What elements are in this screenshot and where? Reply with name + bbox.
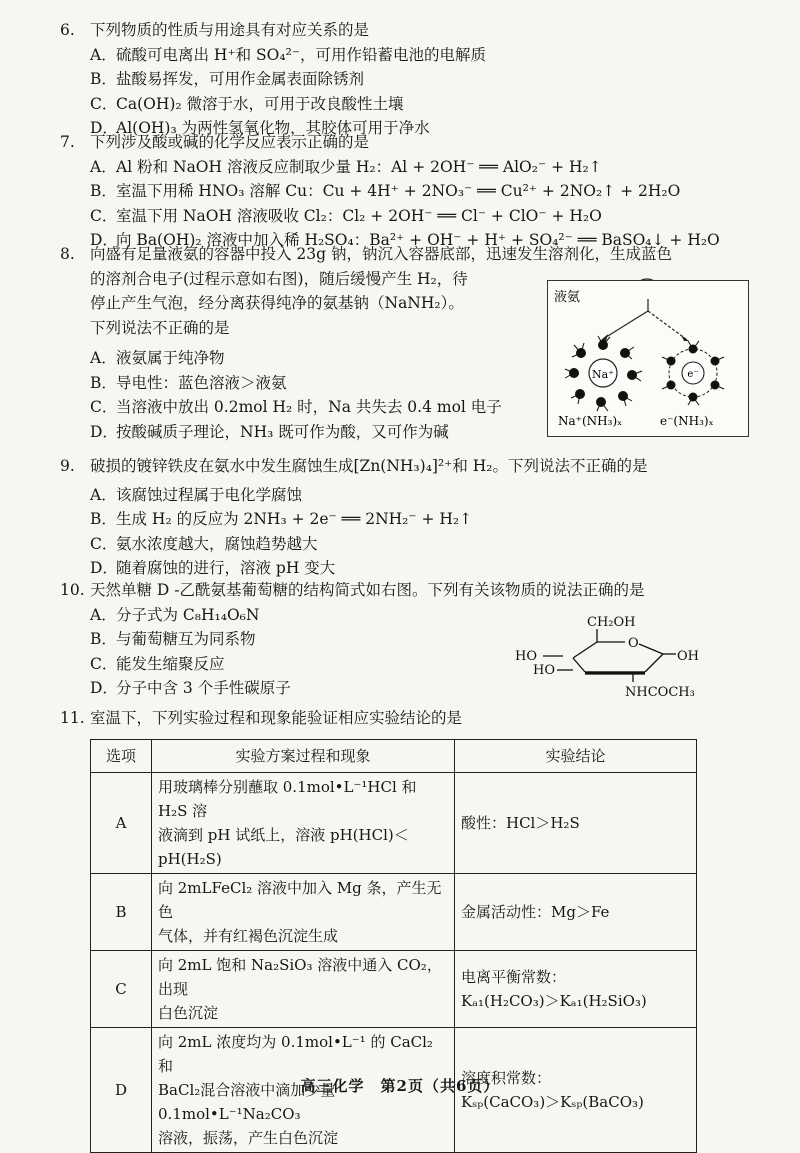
question-stem-line4: 下列说法不正确的是: [90, 318, 230, 337]
table-row: [91, 951, 697, 1028]
solvation-svg: [548, 281, 748, 436]
question-6: [60, 18, 750, 141]
ho-label-2: HO: [533, 663, 555, 678]
question-stem: 室温下，下列实验过程和现象能验证相应实验结论的是: [90, 709, 463, 727]
question-stem: 下列涉及酸或碱的化学反应表示正确的是: [90, 133, 370, 151]
row-procedure: 向 2mL 饱和 Na₂SiO₃ 溶液中通入 CO₂，出现 白色沉淀: [152, 951, 455, 1028]
row-procedure: 向 2mLFeCl₂ 溶液中加入 Mg 条，产生无色 气体，并有红褐色沉淀生成: [152, 874, 455, 951]
row-procedure: 用玻璃棒分别蘸取 0.1mol•L⁻¹HCl 和 H₂S 溶 液滴到 pH 试纸上，溶液 pH(HCl)＜pH(H₂S): [152, 773, 455, 874]
option-d: D．分子中含 3 个手性碳原子: [90, 679, 291, 697]
option-c: C．室温下用 NaOH 溶液吸收 Cl₂：Cl₂ + 2OH⁻ ══ Cl⁻ + ClO⁻ + H₂O: [90, 206, 602, 225]
option-a: A．液氨属于纯净物: [90, 349, 225, 367]
nhcoch3-label: NHCOCH₃: [625, 685, 695, 700]
option-d: D．Al(OH)₃ 为两性氢氧化物，其胶体可用于净水: [90, 119, 430, 137]
option-d: D．按酸碱质子理论，NH₃ 既可作为酸，又可作为碱: [90, 422, 449, 441]
page-footer: 高三化学 第2页（共6页）: [300, 1077, 500, 1095]
question-stem-line1: 向盛有足量液氨的容器中投入 23g 钠，钠沉入容器底部，迅速发生溶剂化，生成蓝色: [90, 245, 673, 263]
solvated-electron: [662, 341, 724, 405]
option-a: A．该腐蚀过程属于电化学腐蚀: [90, 485, 303, 504]
question-stem: 天然单糖 D -乙酰氨基葡萄糖的结构简式如右图。下列有关该物质的说法正确的是: [90, 581, 645, 599]
option-b: B．与葡萄糖互为同系物: [90, 630, 256, 648]
option-b: B．导电性：蓝色溶液＞液氨: [90, 373, 287, 392]
row-conclusion: 金属活动性：Mg＞Fe: [455, 874, 697, 951]
oh-label: OH: [677, 649, 699, 664]
ring-oxygen-label: O: [628, 636, 639, 651]
question-number: 9.: [60, 457, 75, 475]
row-conclusion: 酸性：HCl＞H₂S: [455, 773, 697, 874]
solvation-figure: [547, 280, 749, 437]
option-c: C．氨水浓度越大，腐蚀趋势越大: [90, 534, 318, 553]
question-stem: 下列物质的性质与用途具有对应关系的是: [90, 21, 370, 39]
ch2oh-label: CH₂OH: [587, 615, 636, 630]
question-9: [60, 454, 750, 581]
row-option: D: [91, 1028, 152, 1153]
glucosamine-structure: [505, 612, 745, 717]
option-d: D．随着腐蚀的进行，溶液 pH 变大: [90, 559, 336, 577]
table-header: 实验结论: [455, 740, 697, 773]
row-option: B: [91, 874, 152, 951]
question-number: 11.: [60, 709, 85, 727]
option-c: C．当溶液中放出 0.2mol H₂ 时，Na 共失去 0.4 mol 电子: [90, 398, 502, 416]
table-header: 选项: [91, 740, 152, 773]
table-row: [91, 874, 697, 951]
row-procedure: 向 2mL 浓度均为 0.1mol•L⁻¹ 的 CaCl₂ 和 BaCl₂混合溶液中滴加少量0.1mol•L⁻¹Na₂CO₃ 溶液，振荡，产生白色沉淀: [152, 1028, 455, 1153]
option-a: A．Al 粉和 NaOH 溶液反应制取少量 H₂：Al + 2OH⁻ ══ AlO₂⁻ + H₂↑: [90, 157, 602, 176]
question-7: [60, 130, 750, 253]
ho-label-1: HO: [515, 649, 537, 664]
svg-text:Na⁺: Na⁺: [592, 368, 614, 381]
table-row: [91, 773, 697, 874]
row-option: C: [91, 951, 152, 1028]
option-b: B．生成 H₂ 的反应为 2NH₃ + 2e⁻ ══ 2NH₂⁻ + H₂↑: [90, 510, 473, 528]
table-header-row: [91, 740, 697, 773]
liquid-ammonia-label: 液氨: [554, 290, 581, 305]
table-header: 实验方案过程和现象: [152, 740, 455, 773]
option-a: A．硫酸可电离出 H⁺和 SO₄²⁻，可用作铅蓄电池的电解质: [90, 45, 486, 64]
row-option: A: [91, 773, 152, 874]
option-d: D．向 Ba(OH)₂ 溶液中加入稀 H₂SO₄：Ba²⁺ + OH⁻ + H⁺ + SO₄²⁻ ══ BaSO₄↓ + H₂O: [90, 231, 720, 249]
question-stem-line2: 的溶剂合电子(过程示意如右图)，随后缓慢产生 H₂，待: [90, 269, 468, 288]
svg-text:e⁻: e⁻: [687, 369, 699, 380]
question-stem-line3: 停止产生气泡，经分离获得纯净的氨基钠（NaNH₂）。: [90, 294, 464, 312]
question-number: 8.: [60, 245, 75, 263]
option-c: C．能发生缩聚反应: [90, 654, 225, 673]
option-b: B．盐酸易挥发，可用作金属表面除锈剂: [90, 70, 365, 88]
caption-electron: e⁻(NH₃)ₓ: [660, 414, 714, 428]
row-conclusion: 溶度积常数： Kₛₚ(CaCO₃)＞Kₛₚ(BaCO₃): [455, 1028, 697, 1153]
question-number: 6.: [60, 21, 75, 39]
option-b: B．室温下用稀 HNO₃ 溶解 Cu：Cu + 4H⁺ + 2NO₃⁻ ══ Cu²⁺ + 2NO₂↑ + 2H₂O: [90, 182, 681, 200]
option-a: A．分子式为 C₈H₁₄O₆N: [90, 605, 260, 624]
question-11: [60, 706, 750, 731]
row-conclusion: 电离平衡常数： Kₐ₁(H₂CO₃)＞Kₐ₁(H₂SiO₃): [455, 951, 697, 1028]
caption-sodium: Na⁺(NH₃)ₓ: [558, 414, 623, 428]
question-number: 10.: [60, 581, 85, 599]
solvated-sodium-ion: [565, 336, 642, 411]
question-number: 7.: [60, 133, 75, 151]
question-stem: 破损的镀锌铁皮在氨水中发生腐蚀生成[Zn(NH₃)₄]²⁺和 H₂。下列说法不正确的是: [90, 457, 648, 475]
option-c: C．Ca(OH)₂ 微溶于水，可用于改良酸性土壤: [90, 94, 404, 113]
